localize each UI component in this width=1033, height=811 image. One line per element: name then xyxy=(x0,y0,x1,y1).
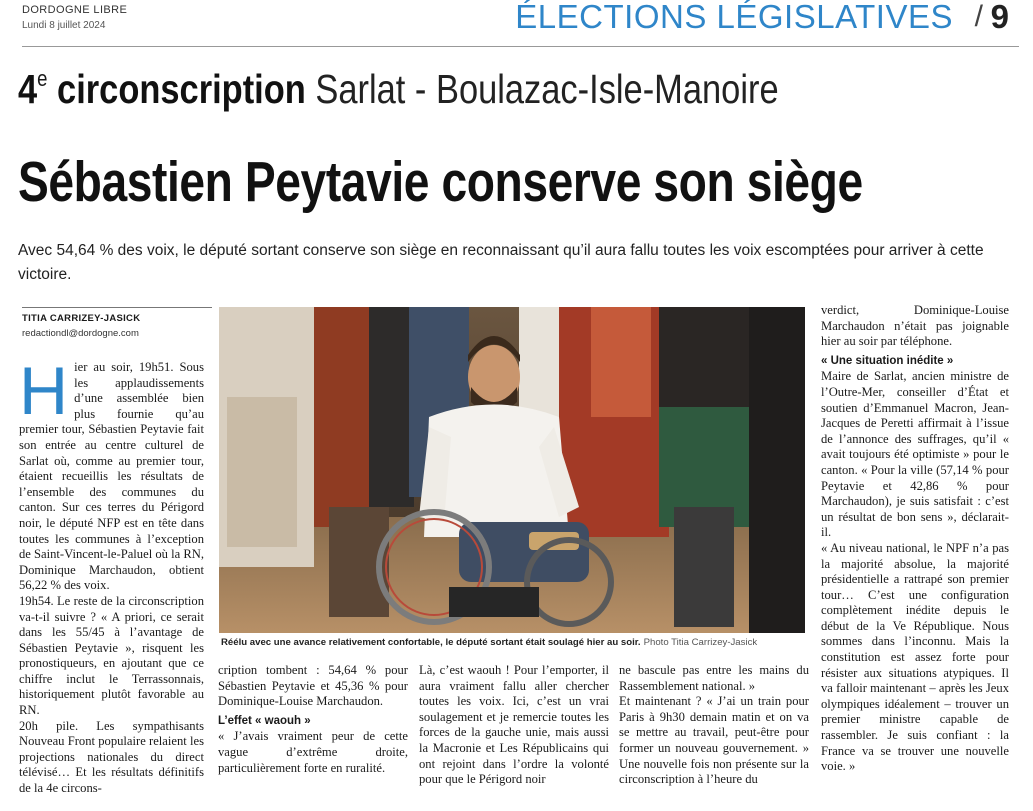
article-column-5 xyxy=(821,303,1009,775)
article-column-1 xyxy=(19,353,204,797)
column-2-paragraph-2: « J’avais vraiment peur de cette vague d’extrême droite, particulièrement forte en ruralité. xyxy=(218,729,408,775)
column-5-paragraph-1: verdict, Dominique-Louise Marchaudon n’était pas joignable hier au soir par téléphone. xyxy=(821,303,1009,349)
column-3-paragraph-1: Là, c’est waouh ! Pour l’emporter, il aura vraiment fallu aller chercher toutes les voix. Ici, c’est un vrai soulagement et je remercie toutes les forces de la gauche unie, mais aussi la Macronie et Les Républicains qui ont rejoint dans l’ordre la volonté pour que le Périgord noir xyxy=(419,663,609,787)
kicker-place: Sarlat - Boulazac-Isle-Manoire xyxy=(315,66,779,112)
page-number: 9 xyxy=(990,0,1009,35)
kicker-label: circonscription xyxy=(57,66,306,112)
photo-credit: Photo Titia Carrizey-Jasick xyxy=(643,637,758,648)
newspaper-name: DORDOGNE LIBRE xyxy=(22,4,128,16)
caption-text: Réélu avec une avance relativement confortable, le député sortant était soulagé hier au soir. xyxy=(221,637,641,648)
column-4-paragraph-2: Et maintenant ? « J’ai un train pour Paris à 9h30 demain matin et on va se mettre au travail, peut-être pour former un nouveau gouvernement. » Une nouvelle fois non présente sur la circonscription à l’heure du xyxy=(619,694,809,787)
photo-caption xyxy=(221,637,821,648)
subheading-situation-inedite: « Une situation inédite » xyxy=(821,354,954,367)
kicker-ordinal: e xyxy=(37,66,48,91)
column-5-paragraph-3: « Au niveau national, le NPF n’a pas la majorité absolue, la majorité présidentielle a rattrapé son premier tour… C’est une configuration complètement inédite depuis le début de la Ve République. Nous sommes dans l’inconnu. Mais la constitution est assez forte pour résister aux situations atypiques. Il va falloir maintenant – après les Jeux olympiques idéalement – trouver un premier ministre capable de rassembler. Je suis confiant : la France va se trouver une nouvelle voie. » xyxy=(821,540,1009,774)
standfirst: Avec 54,64 % des voix, le député sortant conserve son siège en reconnaissant qu’il aura fallu toutes les voix escomptées pour arriver à cette victoire. xyxy=(18,242,984,284)
subheading-effet-waouh: L’effet « waouh » xyxy=(218,714,311,727)
column-4-paragraph-1: ne bascule pas entre les mains du Rassemblement national. » xyxy=(619,663,809,693)
column-2-paragraph-1: cription tombent : 54,64 % pour Sébastien Peytavie et 45,36 % pour Dominique-Louise Marchaudon. xyxy=(218,663,408,709)
section-separator: / xyxy=(974,0,983,33)
column-1-paragraph-1: ier au soir, 19h51. Sous les applaudissements d’une assemblée bien plus fournie qu’au premier tour, Sébastien Peytavie fait son entrée au centre culturel de Sarlat où, comme au premier tour, étaient recueillis les résultats de l’ensemble des communes du canton. Sur ces terres du Périgord noir, le député NFP est en tête dans toutes les communes à l’exception de Saint-Vincent-le-Paluel où la RN, Dominique Marchaudon, obtient 56,22 % des voix. xyxy=(19,360,204,593)
byline-rule xyxy=(22,307,212,308)
issue-date: Lundi 8 juillet 2024 xyxy=(22,20,106,31)
constituency-kicker xyxy=(18,68,779,110)
author-name: TITIA CARRIZEY-JASICK xyxy=(22,313,141,324)
article-column-3 xyxy=(419,663,609,788)
headline: Sébastien Peytavie conserve son siège xyxy=(18,150,863,214)
photo-illustration xyxy=(219,307,805,633)
column-1-paragraph-2: 19h54. Le reste de la circonscription va-t-il suivre ? « A priori, ce serait dans les 55/45 à l’avantage de Sébastien Peytavie », risquent les pronostiqueurs, en ajoutant que ce chiffre inclut le Terrassonnais, historiquement plutôt favorable au RN. xyxy=(19,593,204,718)
column-5-paragraph-2: Maire de Sarlat, ancien ministre de l’Outre-Mer, conseiller d’État et soutien d’Emmanuel Macron, Jean-Jacques de Peretti affirmait à l’issue de l’annonce des suffrages, qu’il « avait toujours été optimiste » pour le canton. « Pour la ville (57,14 % pour Peytavie et 42,86 % pour Marchaudon), je suis satisfait : c’est un résultat de bon sens », déclarait-il. xyxy=(821,369,1009,540)
section-title: ÉLECTIONS LÉGISLATIVES xyxy=(515,0,953,35)
kicker-number: 4 xyxy=(18,66,38,112)
drop-cap: H xyxy=(19,353,69,429)
author-email: redactiondl@dordogne.com xyxy=(22,328,139,339)
header-rule xyxy=(22,46,1019,47)
column-1-paragraph-3: 20h pile. Les sympathisants Nouveau Front populaire relaient les projections nationales du direct télévisé… Et les résultats définitifs de la 4e circons- xyxy=(19,718,204,796)
article-photo xyxy=(219,307,805,633)
article-column-4 xyxy=(619,663,809,788)
article-column-2 xyxy=(218,663,408,776)
